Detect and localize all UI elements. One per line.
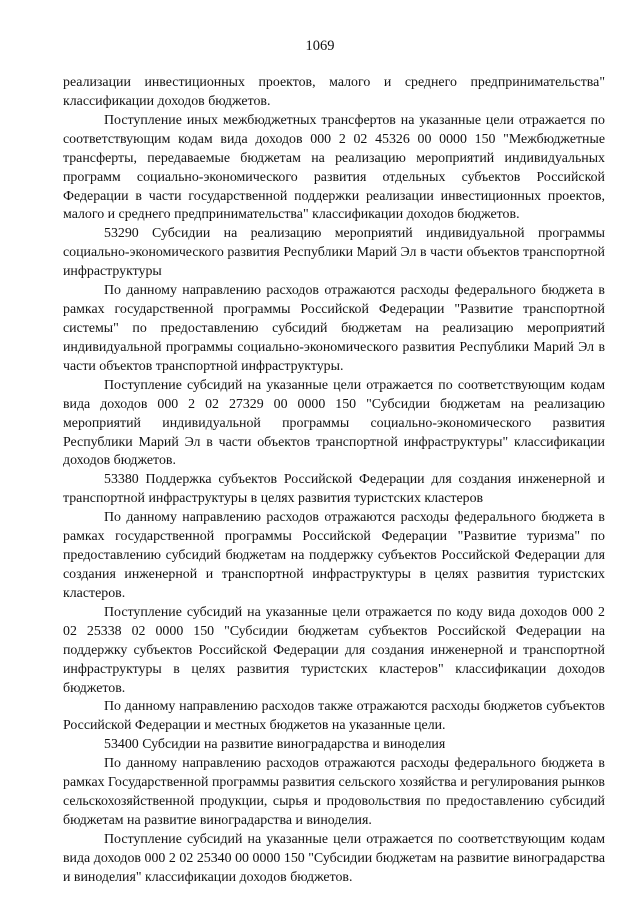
paragraph-53380-income: Поступление субсидий на указанные цели отражается по коду вида доходов 000 2 02 25338 02 0000 150 "Субсидии бюджетам субъектов Российской Федерации на поддержку субъектов Российской Федерации для создания инженерной и транспортной инфраструктуры в целях развития туристских кластеров" классификации доходов бюджетов. xyxy=(63,604,605,696)
paragraph-transfers-income: Поступление иных межбюджетных трансфертов на указанные цели отражается по соответствующим кодам вида доходов 000 2 02 45326 00 0000 150 "Межбюджетные трансферты, передаваемые бюджетам на реализацию мероприятий индивидуальных программ социально-экономического развития отдельных субъектов Российской Федерации в части государственной поддержки реализации инвестиционных проектов, малого и среднего предпринимательства" классификации доходов бюджетов. xyxy=(63,112,605,223)
paragraph-53290-expenses: По данному направлению расходов отражаются расходы федерального бюджета в рамках государственной программы Российской Федерации "Развитие транспортной системы" по предоставлению субсидий бюджетам на реализацию мероприятий индивидуальной программы социально-экономического развития Республики Марий Эл в части объектов транспортной инфраструктуры. xyxy=(63,283,605,374)
paragraph-53380-regional: По данному направлению расходов также отражаются расходы бюджетов субъектов Российской Федерации и местных бюджетов на указанные цели. xyxy=(63,699,605,734)
paragraph-53400-expenses: По данному направлению расходов отражаются расходы федерального бюджета в рамках Государственной программы развития сельского хозяйства и регулирования рынков сельскохозяйственной продукции, сырья и продовольствия по предоставлению субсидий бюджетам на развитие виноградарства и виноделия. xyxy=(63,756,605,828)
document-body xyxy=(63,74,605,888)
paragraph-53380-expenses: По данному направлению расходов отражаются расходы федерального бюджета в рамках государственной программы Российской Федерации "Развитие туризма" по предоставлению субсидий бюджетам на поддержку субъектов Российской Федерации для создания инженерной и транспортной инфраструктуры в целях развития туристских кластеров. xyxy=(63,510,605,601)
heading-53290: 53290 Субсидии на реализацию мероприятий индивидуальной программы социально-экономического развития Республики Марий Эл в части объектов транспортной инфраструктуры xyxy=(63,226,605,280)
paragraph-53290-income: Поступление субсидий на указанные цели отражается по соответствующим кодам вида доходов 000 2 02 27329 00 0000 150 "Субсидии бюджетам на реализацию мероприятий индивидуальной программы социально-экономического развития Республики Марий Эл в части объектов транспортной инфраструктуры" классификации доходов бюджетов. xyxy=(63,377,605,469)
paragraph-53400-income: Поступление субсидий на указанные цели отражается по соответствующим кодам вида доходов 000 2 02 25340 00 0000 150 "Субсидии бюджетам на развитие виноградарства и виноделия" классификации доходов бюджетов. xyxy=(63,831,605,885)
heading-53380: 53380 Поддержка субъектов Российской Федерации для создания инженерной и транспортной инфраструктуры в целях развития туристских кластеров xyxy=(63,472,605,507)
paragraph-continuation: реализации инвестиционных проектов, малого и среднего предпринимательства" классификации доходов бюджетов. xyxy=(63,75,605,109)
heading-53400: 53400 Субсидии на развитие виноградарства и виноделия xyxy=(104,737,446,753)
page-number: 1069 xyxy=(305,38,335,54)
